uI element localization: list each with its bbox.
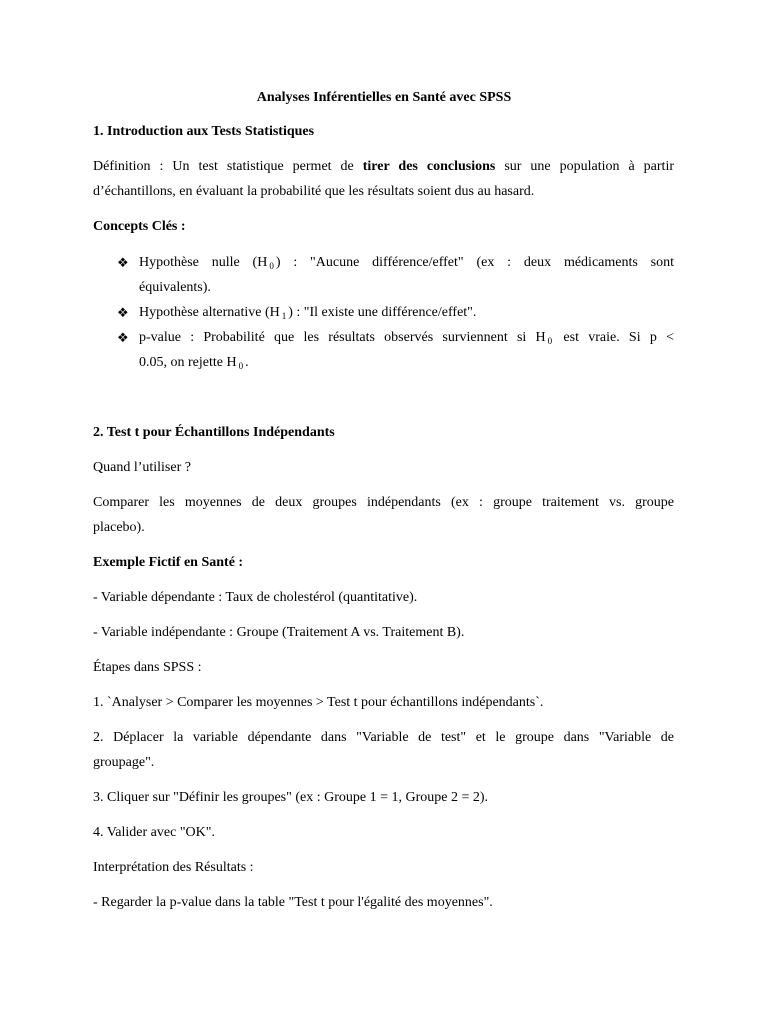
subscript: 0	[547, 336, 553, 346]
bullet-diamond-icon: ❖	[117, 255, 129, 270]
section1-heading: 1. Introduction aux Tests Statistiques	[93, 124, 315, 139]
bullet-text: Hypothèse alternative (H	[139, 305, 280, 320]
bullet-p-value	[139, 329, 674, 350]
bullet-text: est vraie. Si p <	[554, 330, 674, 345]
definition-text-start: Définition : Un test statistique permet de	[93, 159, 363, 174]
when-to-use: Quand l’utiliser ?	[93, 460, 191, 475]
step-4: 4. Valider avec "OK".	[93, 825, 215, 840]
definition-bold-text: tirer des conclusions	[362, 159, 496, 174]
bullet-alt-hypothesis	[139, 304, 476, 325]
concepts-heading: Concepts Clés :	[93, 219, 186, 234]
subscript: 1	[281, 311, 287, 321]
compare-line1: Comparer les moyennes de deux groupes indépendants (ex : groupe traitement vs. groupe	[93, 495, 674, 510]
step-1: 1. `Analyser > Comparer les moyennes > Test t pour échantillons indépendants`.	[93, 695, 544, 710]
definition-line1	[93, 158, 674, 175]
bullet-diamond-icon: ❖	[117, 330, 129, 345]
bullet-null-hypothesis	[139, 254, 674, 275]
step-2-line1: 2. Déplacer la variable dépendante dans "Variable de test" et le groupe dans "Variable de	[93, 730, 674, 745]
bullet-text: Hypothèse nulle (H	[139, 255, 268, 270]
definition-line2: d’échantillons, en évaluant la probabilité que les résultats soient dus au hasard.	[93, 184, 535, 199]
bullet-null-hypothesis-cont: équivalents).	[139, 280, 211, 295]
bullet-diamond-icon: ❖	[117, 305, 129, 320]
compare-line2: placebo).	[93, 520, 145, 535]
bullet-text: ) : "Il existe une différence/effet".	[288, 305, 477, 320]
bullet-text: .	[245, 355, 249, 370]
bullet-text: ) : "Aucune différence/effet" (ex : deux médicaments sont	[275, 255, 674, 270]
example-heading: Exemple Fictif en Santé :	[93, 555, 244, 570]
interpretation-heading: Interprétation des Résultats :	[93, 860, 254, 875]
bullet-text: 0.05, on rejette H	[139, 355, 237, 370]
bullet-p-value-cont	[139, 354, 249, 375]
subscript: 0	[238, 361, 244, 371]
interpretation-item-1: - Regarder la p-value dans la table "Test t pour l'égalité des moyennes".	[93, 895, 493, 910]
subscript: 0	[269, 261, 274, 271]
step-2-line2: groupage".	[93, 755, 155, 770]
variable-dependent: - Variable dépendante : Taux de cholestérol (quantitative).	[93, 590, 418, 605]
document-title: Analyses Inférentielles en Santé avec SPSS	[256, 90, 512, 105]
definition-text-end: sur une population à partir	[495, 159, 674, 174]
step-3: 3. Cliquer sur "Définir les groupes" (ex : Groupe 1 = 1, Groupe 2 = 2).	[93, 790, 489, 805]
variable-independent: - Variable indépendante : Groupe (Traitement A vs. Traitement B).	[93, 625, 465, 640]
bullet-text: p-value : Probabilité que les résultats observés surviennent si H	[139, 330, 546, 345]
steps-heading: Étapes dans SPSS :	[93, 660, 202, 675]
section2-heading: 2. Test t pour Échantillons Indépendants	[93, 425, 335, 440]
